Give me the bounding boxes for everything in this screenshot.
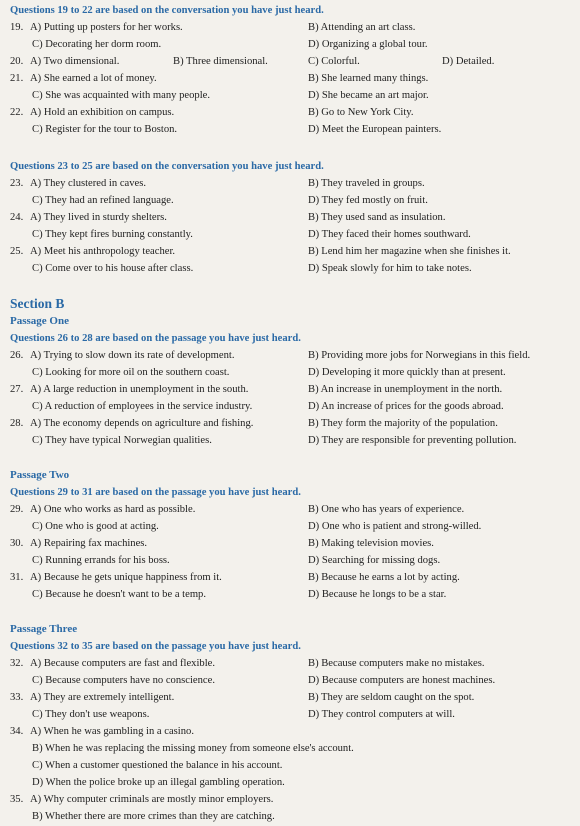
q19-number: 19. <box>10 22 24 33</box>
q25-number: 25. <box>10 246 24 257</box>
q33-number: 33. <box>10 692 24 703</box>
q21-option-d: D) She became an art major. <box>308 90 429 101</box>
q30-option-d: D) Searching for missing dogs. <box>308 555 441 566</box>
q26-row-ab <box>10 347 570 364</box>
q28-number: 28. <box>10 418 24 429</box>
q20-option-c: C) Colorful. <box>308 56 360 67</box>
q28-row-ab <box>10 415 570 432</box>
q26-option-b: B) Providing more jobs for Norwegians in this field. <box>308 350 531 361</box>
q27-row-ab <box>10 381 570 398</box>
q29-row-cd <box>10 518 580 535</box>
q31-option-d: D) Because he longs to be a star. <box>308 589 447 600</box>
passage-three-title: Passage Three <box>10 623 78 635</box>
q35-option-b: B) Whether there are more crimes than they are catching. <box>32 811 275 822</box>
q25-option-d: D) Speak slowly for him to take notes. <box>308 263 472 274</box>
q29-option-c: C) One who is good at acting. <box>32 521 159 532</box>
q34-option-a: A) When he was gambling in a casino. <box>30 726 194 737</box>
q26-option-c: C) Looking for more oil on the southern coast. <box>32 367 230 378</box>
q22-option-a: A) Hold an exhibition on campus. <box>30 107 175 118</box>
q22-number: 22. <box>10 107 24 118</box>
q35-option-a: A) Why computer criminals are mostly minor employers. <box>30 794 274 805</box>
q31-number: 31. <box>10 572 24 583</box>
q29-31-heading: Questions 29 to 31 are based on the passage you have just heard. <box>10 487 301 498</box>
q29-option-a: A) One who works as hard as possible. <box>30 504 196 515</box>
q19-option-b: B) Attending an art class. <box>308 22 416 33</box>
q25-row-cd <box>10 260 580 277</box>
q32-number: 32. <box>10 658 24 669</box>
q27-option-b: B) An increase in unemployment in the north. <box>308 384 503 395</box>
q31-row-cd <box>10 586 580 603</box>
q33-option-b: B) They are seldom caught on the spot. <box>308 692 475 703</box>
passage-one-title: Passage One <box>10 315 69 327</box>
q25-option-b: B) Lend him her magazine when she finishes it. <box>308 246 511 257</box>
q30-option-b: B) Making television movies. <box>308 538 434 549</box>
q32-option-d: D) Because computers are honest machines. <box>308 675 496 686</box>
q23-option-c: C) They had an refined language. <box>32 195 174 206</box>
q30-row-cd <box>10 552 580 569</box>
q22-option-c: C) Register for the tour to Boston. <box>32 124 178 135</box>
q33-row-cd <box>10 706 580 723</box>
q20-option-b: B) Three dimensional. <box>173 56 268 67</box>
q29-row-ab <box>10 501 570 518</box>
q28-row-cd <box>10 432 580 449</box>
q26-row-cd <box>10 364 580 381</box>
q28-option-d: D) They are responsible for preventing pollution. <box>308 435 517 446</box>
q23-option-b: B) They traveled in groups. <box>308 178 425 189</box>
q24-option-b: B) They used sand as insulation. <box>308 212 446 223</box>
q28-option-c: C) They have typical Norwegian qualities. <box>32 435 212 446</box>
q33-row-ab <box>10 689 570 706</box>
q32-option-c: C) Because computers have no conscience. <box>32 675 215 686</box>
q21-row-cd <box>10 87 580 104</box>
q24-option-c: C) They kept fires burning constantly. <box>32 229 193 240</box>
q23-row-cd <box>10 192 580 209</box>
q20-number: 20. <box>10 56 24 67</box>
q34-row-a <box>10 723 570 740</box>
q23-25-heading: Questions 23 to 25 are based on the conversation you have just heard. <box>10 161 324 172</box>
q34-option-b: B) When he was replacing the missing money from someone else's account. <box>32 743 354 754</box>
q32-option-a: A) Because computers are fast and flexible. <box>30 658 216 669</box>
q31-option-a: A) Because he gets unique happiness from it. <box>30 572 222 583</box>
q22-option-b: B) Go to New York City. <box>308 107 414 118</box>
q26-option-d: D) Developing it more quickly than at present. <box>308 367 506 378</box>
q19-22-heading: Questions 19 to 22 are based on the conversation you have just heard. <box>10 5 324 16</box>
q25-row-ab <box>10 243 570 260</box>
q32-option-b: B) Because computers make no mistakes. <box>308 658 485 669</box>
q19-row-ab <box>10 19 570 36</box>
q34-number: 34. <box>10 726 24 737</box>
q24-row-cd <box>10 226 580 243</box>
q29-number: 29. <box>10 504 24 515</box>
q27-option-c: C) A reduction of employees in the service industry. <box>32 401 253 412</box>
q31-row-ab <box>10 569 570 586</box>
q24-option-d: D) They faced their homes southward. <box>308 229 471 240</box>
q33-option-c: C) They don't use weapons. <box>32 709 150 720</box>
q23-option-d: D) They fed mostly on fruit. <box>308 195 428 206</box>
q34-option-c: C) When a customer questioned the balance in his account. <box>32 760 283 771</box>
q26-number: 26. <box>10 350 24 361</box>
q20-option-a: A) Two dimensional. <box>30 56 120 67</box>
q29-option-b: B) One who has years of experience. <box>308 504 465 515</box>
q35-row-a <box>10 791 570 808</box>
q21-option-c: C) She was acquainted with many people. <box>32 90 210 101</box>
q28-option-b: B) They form the majority of the population. <box>308 418 498 429</box>
q23-row-ab <box>10 175 570 192</box>
q33-option-d: D) They control computers at will. <box>308 709 455 720</box>
q30-option-c: C) Running errands for his boss. <box>32 555 170 566</box>
q32-row-ab <box>10 655 570 672</box>
q24-row-ab <box>10 209 570 226</box>
q19-option-c: C) Decorating her dorm room. <box>32 39 162 50</box>
q23-number: 23. <box>10 178 24 189</box>
q20-option-d: D) Detailed. <box>442 56 495 67</box>
q35-number: 35. <box>10 794 24 805</box>
q19-row-cd <box>10 36 580 53</box>
q26-option-a: A) Trying to slow down its rate of development. <box>30 350 235 361</box>
q27-option-a: A) A large reduction in unemployment in the south. <box>30 384 249 395</box>
q34-option-d: D) When the police broke up an illegal gambling operation. <box>32 777 285 788</box>
q25-option-a: A) Meet his anthropology teacher. <box>30 246 176 257</box>
q20-row <box>10 53 570 70</box>
q22-row-cd <box>10 121 580 138</box>
q21-option-a: A) She earned a lot of money. <box>30 73 157 84</box>
q22-option-d: D) Meet the European painters. <box>308 124 442 135</box>
q32-35-heading: Questions 32 to 35 are based on the passage you have just heard. <box>10 641 301 652</box>
q24-option-a: A) They lived in sturdy shelters. <box>30 212 167 223</box>
q31-option-c: C) Because he doesn't want to be a temp. <box>32 589 207 600</box>
q28-option-a: A) The economy depends on agriculture and fishing. <box>30 418 254 429</box>
q27-row-cd <box>10 398 580 415</box>
q21-row-ab <box>10 70 570 87</box>
q26-28-heading: Questions 26 to 28 are based on the passage you have just heard. <box>10 333 301 344</box>
q23-option-a: A) They clustered in caves. <box>30 178 146 189</box>
q27-option-d: D) An increase of prices for the goods abroad. <box>308 401 504 412</box>
q24-number: 24. <box>10 212 24 223</box>
section-b-title: Section B <box>10 296 65 311</box>
q29-option-d: D) One who is patient and strong-willed. <box>308 521 482 532</box>
q30-option-a: A) Repairing fax machines. <box>30 538 148 549</box>
q30-row-ab <box>10 535 570 552</box>
q27-number: 27. <box>10 384 24 395</box>
passage-two-title: Passage Two <box>10 469 70 481</box>
q19-option-a: A) Putting up posters for her works. <box>30 22 183 33</box>
q21-number: 21. <box>10 73 24 84</box>
q19-option-d: D) Organizing a global tour. <box>308 39 428 50</box>
q25-option-c: C) Come over to his house after class. <box>32 263 194 274</box>
q32-row-cd <box>10 672 580 689</box>
q31-option-b: B) Because he earns a lot by acting. <box>308 572 460 583</box>
q22-row-ab <box>10 104 570 121</box>
q33-option-a: A) They are extremely intelligent. <box>30 692 175 703</box>
q21-option-b: B) She learned many things. <box>308 73 429 84</box>
q30-number: 30. <box>10 538 24 549</box>
